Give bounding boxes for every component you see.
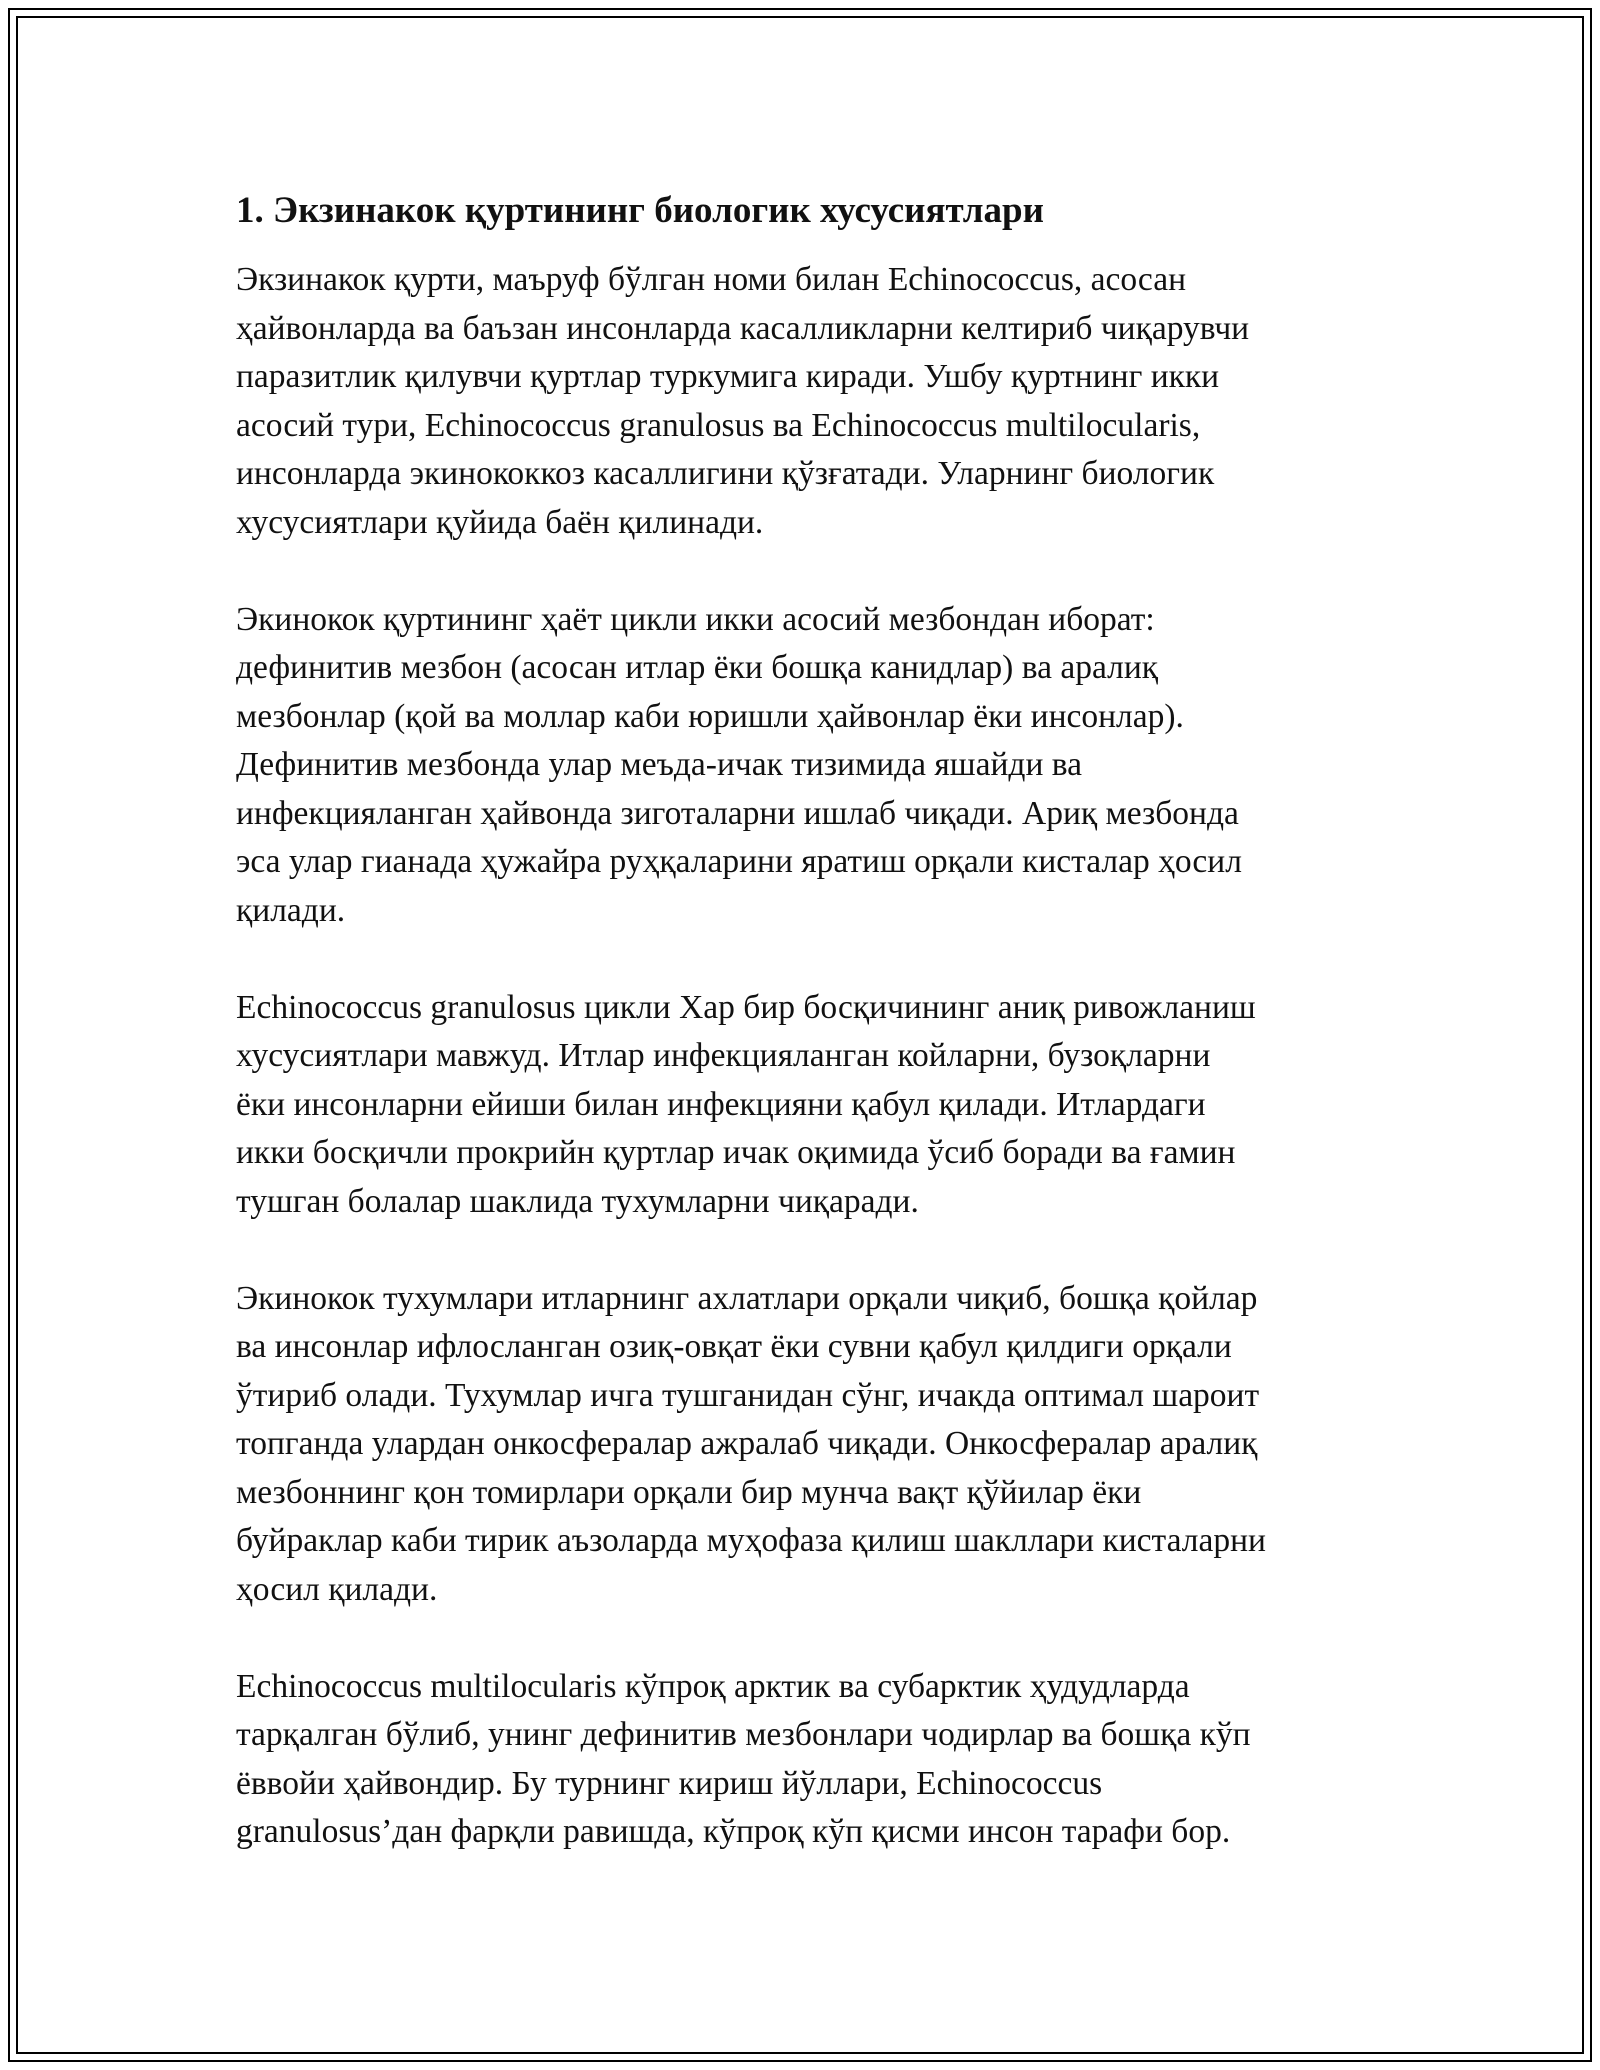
paragraph-line: мезбонлар (қой ва моллар каби юришли ҳайвонлар ёки инсонлар).	[236, 697, 1184, 735]
paragraph-line: мезбоннинг қон томирлари орқали бир мунча вақт қўйилар ёки	[236, 1473, 1142, 1511]
paragraph-line: Экинокок тухумлари итларнинг ахлатлари орқали чиқиб, бошқа қойлар	[236, 1279, 1258, 1317]
document-body	[236, 186, 1396, 1905]
paragraph	[236, 596, 1396, 936]
paragraph-line: ҳайвонларда ва баъзан инсонларда касалликларни келтириб чиқарувчи	[236, 309, 1250, 347]
paragraph-line: топганда улардан онкосфералар ажралаб чиқади. Онкосфералар аралиқ	[236, 1425, 1258, 1462]
paragraph	[236, 984, 1396, 1227]
paragraph-line: Экинокок қуртининг ҳаёт цикли икки асосий мезбондан иборат:	[236, 600, 1155, 638]
paragraph	[236, 1275, 1396, 1615]
paragraph-line: хусусиятлари қуйида баён қилинади.	[236, 503, 764, 541]
paragraph-line: эса улар гианада ҳужайра руҳқаларини яратиш орқали кисталар ҳосил	[236, 843, 1242, 880]
paragraph-line: Дефинитив мезбонда улар меъда-ичак тизимида яшайди ва	[236, 746, 1082, 783]
paragraph	[236, 256, 1396, 547]
paragraph-line: қилади.	[236, 891, 346, 929]
paragraph-line: тушган болалар шаклида тухумларни чиқаради.	[236, 1182, 919, 1220]
paragraph-line: асосий тури, Echinococcus granulosus ва Echinococcus multilocularis,	[236, 406, 1201, 444]
paragraph-list	[236, 256, 1396, 1857]
paragraph-line: дефинитив мезбон (асосан итлар ёки бошқа канидлар) ва аралиқ	[236, 649, 1159, 686]
paragraph-line: ёки инсонларни ейиши билан инфекцияни қабул қилади. Итлардаги	[236, 1085, 1206, 1123]
paragraph-line: инсонларда экинококкоз касаллигини қўзғатади. Уларнинг биологик	[236, 455, 1215, 492]
paragraph-line: Echinococcus multilocularis кўпроқ арктик ва субарктик ҳудудларда	[236, 1667, 1190, 1705]
paragraph-line: Экзинакок қурти, маъруф бўлган номи билан Echinococcus, асосан	[236, 261, 1187, 298]
paragraph-line: буйраклар каби тирик аъзоларда муҳофаза қилиш шакллари кисталарни	[236, 1522, 1266, 1559]
paragraph-line: инфекцияланган ҳайвонда зиготаларни ишлаб чиқади. Ариқ мезбонда	[236, 794, 1239, 832]
section-heading: 1. Экзинакок қуртининг биологик хусусиятлари	[236, 190, 1044, 231]
paragraph-line: Echinococcus granulosus цикли Хар бир босқичининг аниқ ривожланиш	[236, 988, 1256, 1026]
paragraph-line: ёввойи ҳайвондир. Бу турнинг кириш йўллари, Echinococcus	[236, 1764, 1103, 1802]
paragraph-line: ҳосил қилади.	[236, 1570, 438, 1608]
paragraph-line: ва инсонлар ифлосланган озиқ-овқат ёки сувни қабул қилдиги орқали	[236, 1328, 1232, 1365]
paragraph-line: хусусиятлари мавжуд. Итлар инфекцияланган койларни, бузоқларни	[236, 1037, 1211, 1074]
paragraph-line: икки босқичли прокрийн қуртлар ичак оқимида ўсиб боради ва ғамин	[236, 1134, 1236, 1171]
paragraph-line: granulosus’дан фарқли равишда, кўпроқ кўп қисми инсон тарафи бор.	[236, 1813, 1231, 1850]
paragraph-line: ўтириб олади. Тухумлар ичга тушганидан сўнг, ичакда оптимал шароит	[236, 1376, 1260, 1414]
paragraph-line: паразитлик қилувчи қуртлар туркумига киради. Ушбу қуртнинг икки	[236, 358, 1220, 395]
paragraph	[236, 1663, 1396, 1857]
paragraph-line: тарқалган бўлиб, унинг дефинитив мезбонлари чодирлар ва бошқа кўп	[236, 1716, 1251, 1753]
